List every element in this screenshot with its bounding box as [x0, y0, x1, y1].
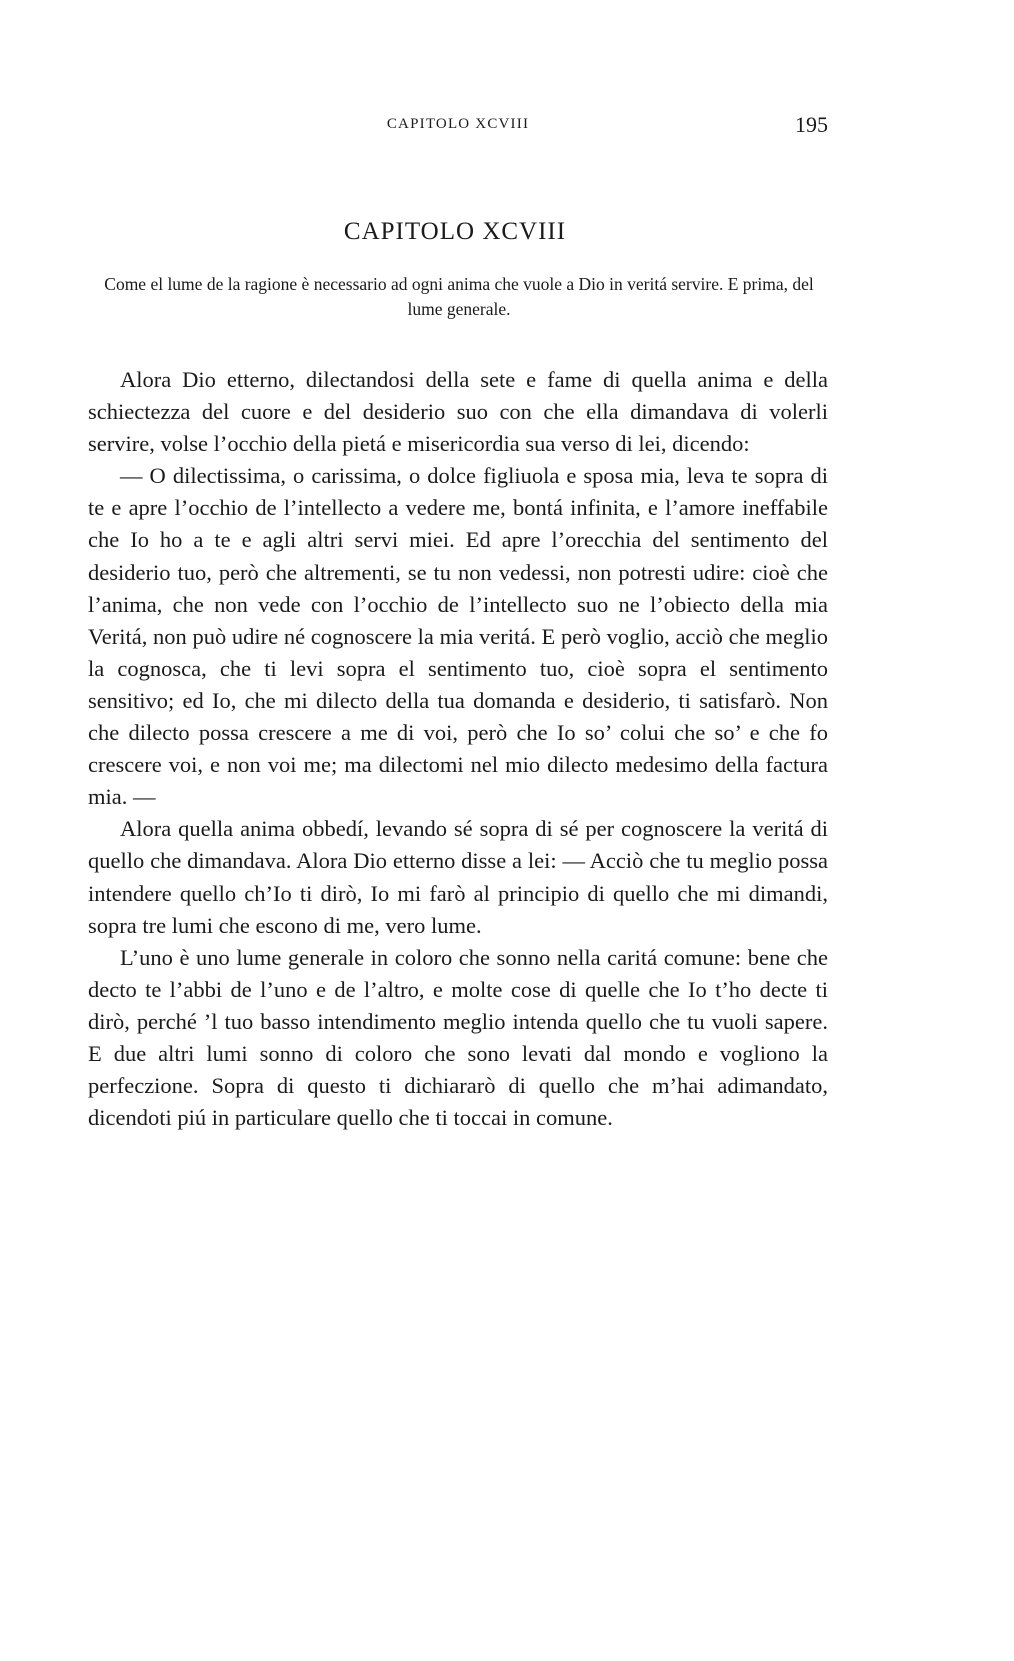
body-text: [88, 364, 828, 1134]
running-title: CAPITOLO XCVIII: [386, 116, 530, 132]
page-number: 195: [795, 112, 828, 137]
chapter-summary: Come el lume de la ragione è necessario ad ogni anima che vuole a Dio in veritá servire. E prima, del lume generale.: [104, 274, 814, 319]
running-header: [88, 112, 828, 142]
paragraph: Alora Dio etterno, dilectandosi della sete e fame di quella anima e della schiectezza del cuore e del desiderio suo con che ella dimandava di volerli servire, volse l’occhio della pietá e misericordia sua verso di lei, dicendo:: [88, 367, 828, 457]
paragraph: L’uno è uno lume generale in coloro che sonno nella caritá comune: bene che decto te l’abbi de l’uno e de l’altro, e molte cose di quelle che Io t’ho decte ti dirò, perché ’l tuo basso intendimento meglio intenda quello che tu vuoli sapere. E due altri lumi sonno di coloro che sono levati dal mondo e vogliono la perfeczione. Sopra di questo ti dichiararò di quello che m’hai adimandato, dicendoti piú in particulare quello che ti toccai in comune.: [88, 944, 828, 1131]
paragraph: — O dilectissima, o carissima, o dolce figliuola e sposa mia, leva te sopra di te e apre l’occhio de l’intellecto a vedere me, bontá infinita, e l’amore ineffabile che Io ho a te e agli altri servi miei. Ed apre l’orecchia del sentimento del desiderio tuo, però che altrementi, se tu non vedessi, non potresti udire: cioè che l’anima, che non vede con l’occhio de l’intellecto suo ne l’obiecto della mia Veritá, non può udire né cognoscere la mia veritá. E però voglio, acciò che meglio la cognosca, che ti levi sopra el sentimento tuo, cioè sopra el sentimento sensitivo; ed Io, che mi dilecto della tua domanda e desiderio, ti satisfarò. Non che dilecto possa crescere a me di voi, però che Io so’ colui che so’ e che fo crescere voi, e non voi me; ma dilectomi nel mio dilecto medesimo della factura mia. —: [88, 463, 828, 810]
chapter-title: CAPITOLO XCVIII: [343, 218, 567, 245]
paragraph: Alora quella anima obbedí, levando sé sopra di sé per cognoscere la veritá di quello che dimandava. Alora Dio etterno disse a lei: — Acciò che tu meglio possa intendere quello ch’Io ti dirò, Io mi farò al principio di quello che mi dimandi, sopra tre lumi che escono di me, vero lume.: [88, 816, 828, 938]
